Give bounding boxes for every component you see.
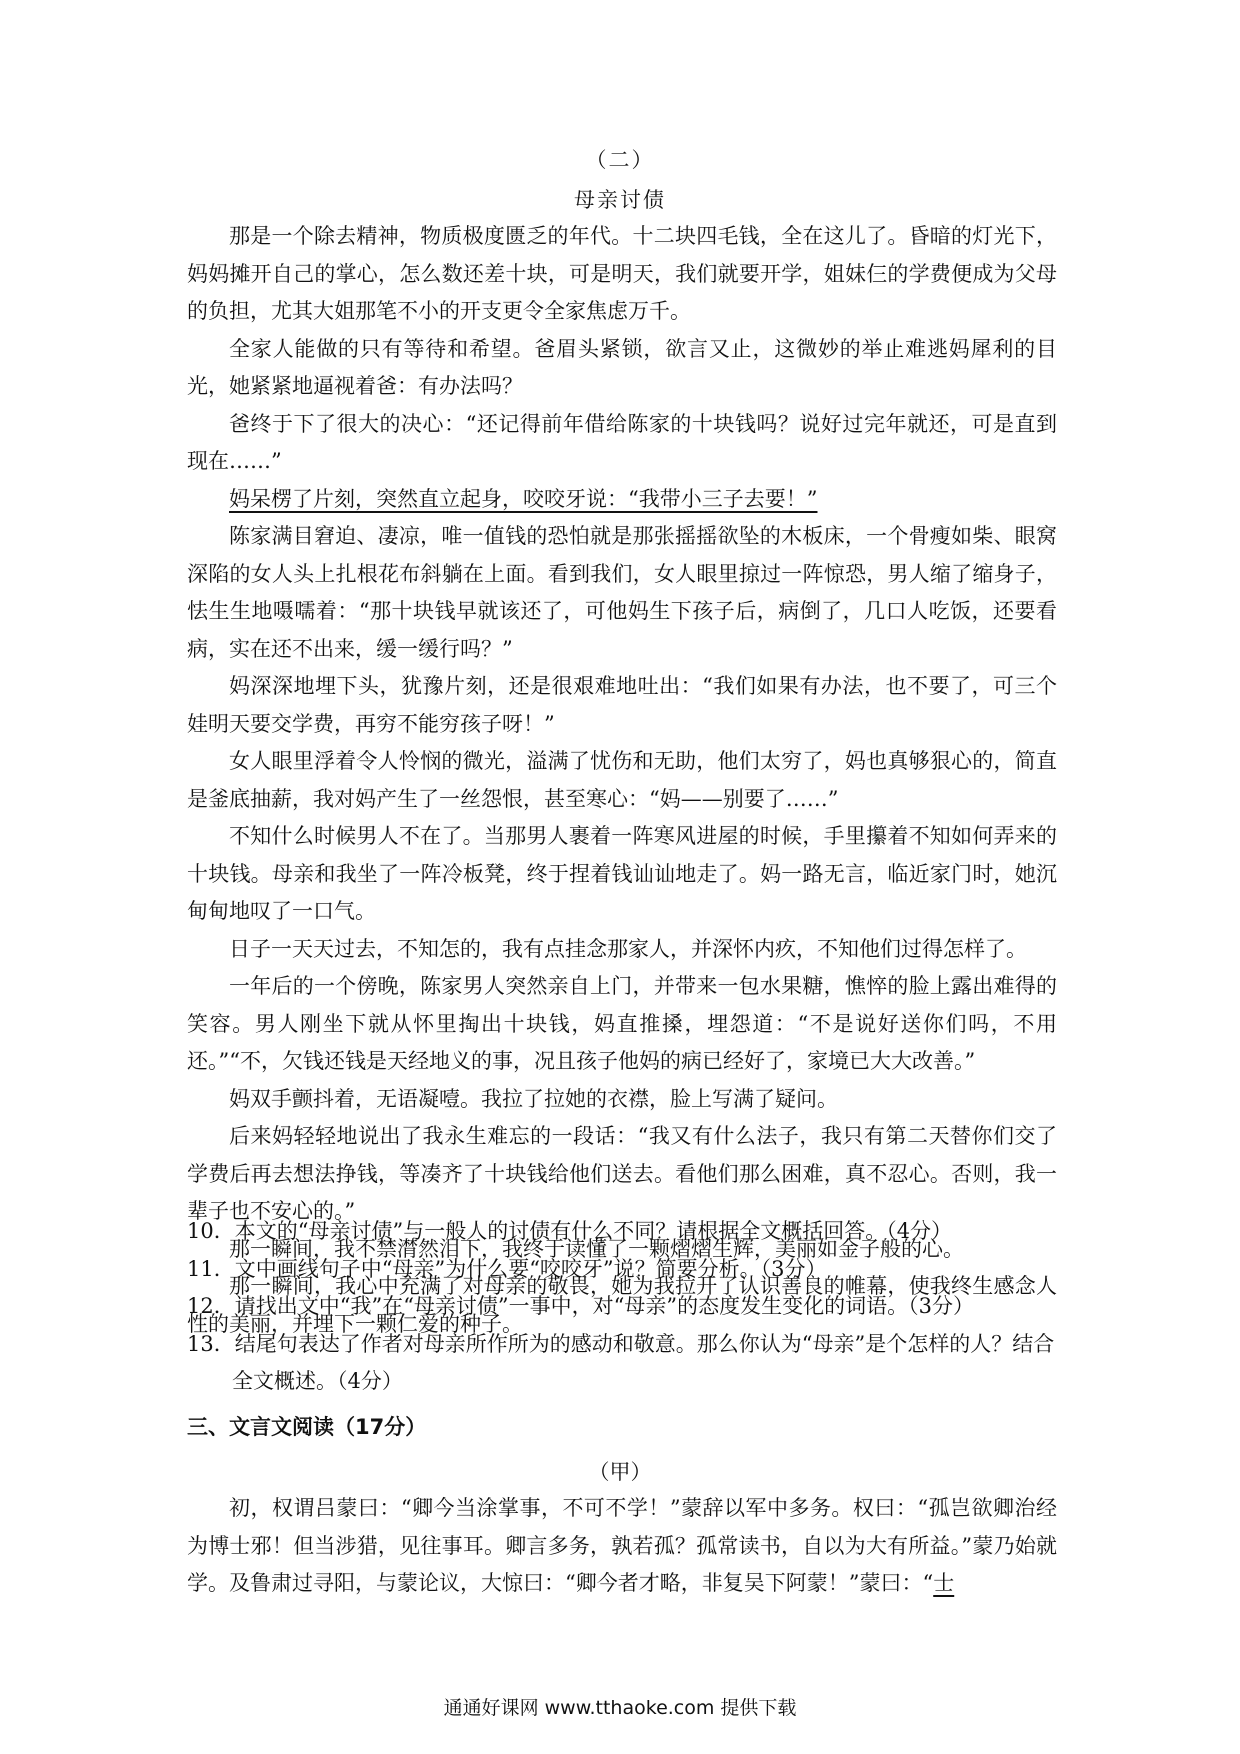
paragraph: 爸终于下了很大的决心：“还记得前年借给陈家的十块钱吗？说好过完年就还，可是直到现在……” [187,411,1057,473]
classical-text [187,1490,1057,1603]
paragraph: 陈家满目窘迫、凄凉，唯一值钱的恐怕就是那张摇摇欲坠的木板床，一个骨瘦如柴、眼窝深陷的女人头上扎根花布斜躺在上面。看到我们，女人眼里掠过一阵惊恐，男人缩了缩身子，怯生生地嗫嚅着：“那十块钱早就该还了，可他妈生下孩子后，病倒了，几口人吃饭，还要看病，实在还不出来，缓一缓行吗？” [187,524,1057,661]
paragraph: 那一瞬间，我心中充满了对母亲的敬畏，她为我拉开了认识善良的帷幕，使我终生感念人性的美丽，并埋下一颗仁爱的种子。 [187,1274,1057,1336]
paragraph: 女人眼里浮着令人怜悯的微光，溢满了忧伤和无助，他们太穷了，妈也真够狠心的，简直是釜底抽薪，我对妈产生了一丝怨恨，甚至寒心：“妈——别要了……” [187,749,1057,811]
underlined-sentence: 妈呆楞了片刻，突然直立起身，咬咬牙说：“我带小三子去要！” [229,486,818,511]
classical-label: （甲） [588,1460,652,1484]
question-list [187,1213,1067,1401]
article-body [187,218,1057,1343]
question-10: 10．本文的“母亲讨债”与一般人的讨债有什么不同？请根据全文概括回答。（4分） [187,1219,953,1243]
section-heading: 三、文言文阅读（17分） [187,1415,427,1439]
question-13: 13．结尾句表达了作者对母亲所作所为的感动和敬意。那么你认为“母亲”是个怎样的人？结合全文概述。（4分） [187,1331,1055,1393]
paragraph: 不知什么时候男人不在了。当那男人裹着一阵寒风进屋的时候，手里攥着不知如何弄来的十块钱。母亲和我坐了一阵冷板凳，终于捏着钱讪讪地走了。妈一路无言，临近家门时，她沉甸甸地叹了一口气。 [187,824,1057,923]
paragraph-underlined [187,481,1057,519]
question-11: 11．文中画线句子中“母亲”为什么要“咬咬牙”说？简要分析。（3分） [187,1256,827,1281]
section-number: （二） [585,148,655,172]
article-title: 母亲讨债 [574,188,666,212]
paragraph: 那是一个除去精神，物质极度匮乏的年代。十二块四毛钱，全在这儿了。昏暗的灯光下，妈妈摊开自己的掌心，怎么数还差十块，可是明天，我们就要开学，姐妹仨的学费便成为父母的负担，尤其大姐那笔不小的开支更令全家焦虑万千。 [187,224,1057,323]
paragraph: 妈双手颤抖着，无语凝噎。我拉了拉她的衣襟，脸上写满了疑问。 [229,1086,838,1111]
paragraph: 日子一天天过去，不知怎的，我有点挂念那家人，并深怀内疚，不知他们过得怎样了。 [229,936,1027,961]
paragraph: 全家人能做的只有等待和希望。爸眉头紧锁，欲言又止，这微妙的举止难逃妈犀利的目光，她紧紧地逼视着爸：有办法吗？ [187,336,1057,398]
classical-underlined: 士 [933,1571,955,1595]
footer: 通通好课网 www.tthaoke.com 提供下载 [443,1697,797,1719]
paragraph: 一年后的一个傍晚，陈家男人突然亲自上门，并带来一包水果糖，憔悴的脸上露出难得的笑容。男人刚坐下就从怀里掏出十块钱，妈直推搡，埋怨道：“不是说好送你们吗，不用还。”“不，欠钱还钱是天经地义的事，况且孩子他妈的病已经好了，家境已大大改善。” [187,974,1057,1073]
question-12: 12．请找出文中“我”在“母亲讨债”一事中，对“母亲”的态度发生变化的词语。（3分） [187,1294,974,1318]
paragraph: 后来妈轻轻地说出了我永生难忘的一段话：“我又有什么法子，我只有第二天替你们交了学费后再去想法挣钱，等凑齐了十块钱给他们送去。看他们那么困难，真不忍心。否则，我一辈子也不安心的。” [187,1124,1057,1223]
paragraph: 那一瞬间，我不禁潸然泪下，我终于读懂了一颗熠熠生辉，美丽如金子般的心。 [229,1236,964,1261]
classical-body: 初，权谓吕蒙曰：“卿今当涂掌事，不可不学！”蒙辞以军中多务。权曰：“孤岂欲卿治经为博士邪！但当涉猎，见往事耳。卿言多务，孰若孤？孤常读书，自以为大有所益。”蒙乃始就学。及鲁肃过寻阳，与蒙论议，大惊曰：“卿今者才略，非复吴下阿蒙！”蒙曰：“ [187,1496,1057,1595]
classical-paragraph [187,1490,1057,1603]
paragraph: 妈深深地埋下头，犹豫片刻，还是很艰难地吐出：“我们如果有办法，也不要了，可三个娃明天要交学费，再穷不能穷孩子呀！” [187,674,1057,736]
